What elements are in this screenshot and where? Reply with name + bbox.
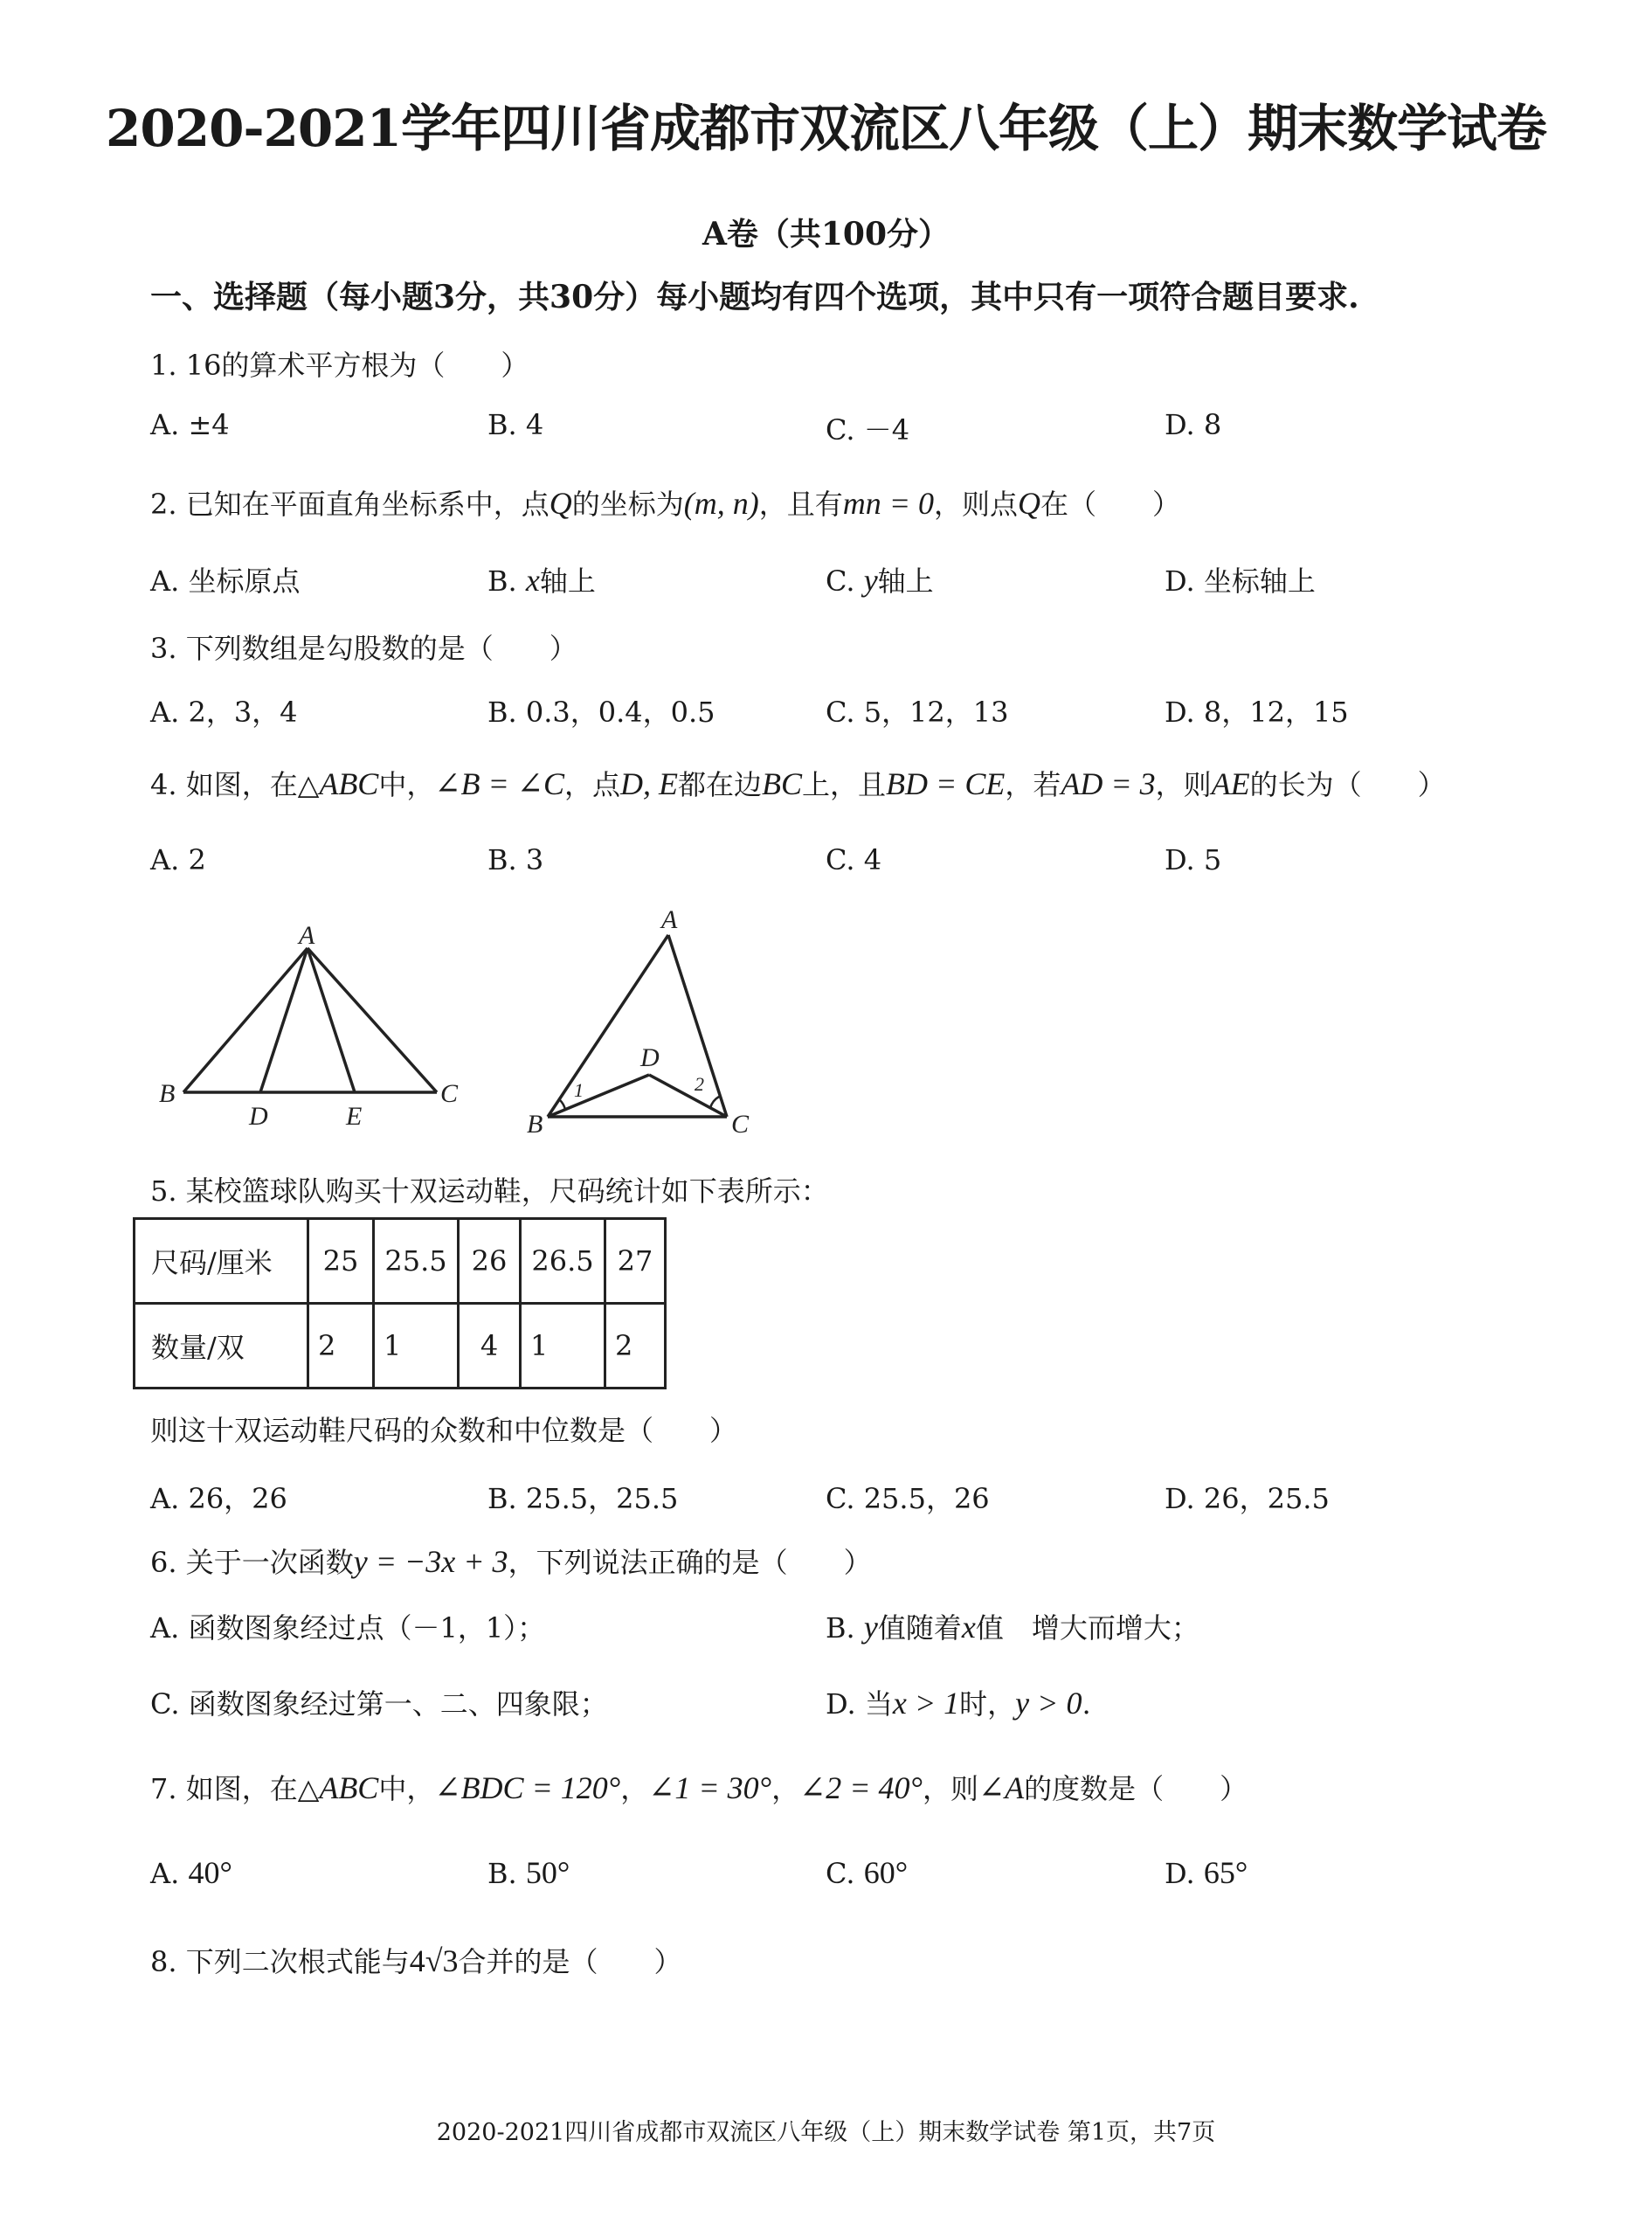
section-subtitle: A卷（共100分） xyxy=(702,216,950,253)
q4-text: ，点 xyxy=(563,768,620,801)
segment-ad xyxy=(260,948,308,1092)
angle-2-arc xyxy=(710,1097,719,1108)
q2-option-b-prefix: B. xyxy=(487,564,526,598)
page-footer: 2020-2021四川省成都市双流区八年级（上）期末数学试卷 第1页，共7页 xyxy=(436,2119,1216,2146)
q6-option-d-math: y > 0 xyxy=(1015,1686,1082,1721)
q7-text: ，则 xyxy=(922,1772,978,1805)
table-cell: 26 xyxy=(459,1219,521,1304)
q8-radical: √3 xyxy=(425,1943,459,1978)
question-3-stem: 3. 下列数组是勾股数的是（ ） xyxy=(150,632,577,665)
question-2-stem xyxy=(150,482,1180,523)
label-e: E xyxy=(346,1102,363,1131)
table-row xyxy=(135,1219,666,1304)
q2-math-condition: mn = 0 xyxy=(842,486,935,521)
q2-math-coord: (m, n) xyxy=(683,486,759,521)
table-cell: 26.5 xyxy=(521,1219,605,1304)
q4-option-c: C. 4 xyxy=(826,843,882,876)
question-4-stem xyxy=(150,763,1446,803)
label-d: D xyxy=(640,1043,660,1072)
table-header-cell: 尺码/厘米 xyxy=(135,1219,308,1304)
q2-option-b-var: x xyxy=(525,563,540,598)
q5-option-d: D. 26，25.5 xyxy=(1165,1482,1330,1515)
q6-text: 6. 关于一次函数 xyxy=(150,1546,354,1579)
q6-option-b xyxy=(826,1606,1199,1646)
q6-option-d-math: x > 1 xyxy=(892,1686,960,1721)
q6-option-d xyxy=(826,1682,1091,1722)
q6-option-c: C. 函数图象经过第一、二、四象限； xyxy=(150,1687,608,1721)
shoe-size-table xyxy=(133,1217,667,1389)
q4-text: 4. 如图，在△ xyxy=(150,768,320,801)
q2-text: ，则点 xyxy=(934,488,1019,521)
table-cell: 25 xyxy=(308,1219,374,1304)
q7-option-d xyxy=(1165,1854,1248,1891)
q8-coefficient: 4 xyxy=(409,1943,425,1978)
segment-ab xyxy=(548,935,668,1117)
q6-option-d-text: . xyxy=(1082,1687,1091,1721)
q2-math-point: Q xyxy=(1018,486,1041,521)
q6-option-b-prefix: B. xyxy=(826,1611,864,1645)
angle-label-2: 2 xyxy=(695,1073,704,1095)
q2-math-point: Q xyxy=(549,486,572,521)
q7-text: 中， xyxy=(378,1772,435,1805)
q4-math: AD = 3 xyxy=(1061,766,1156,801)
q7-math: ABC xyxy=(319,1770,379,1805)
question-5-stem: 5. 某校篮球队购买十双运动鞋，尺码统计如下表所示： xyxy=(150,1174,829,1208)
figure-q4-triangle xyxy=(149,922,472,1132)
table-header-cell: 数量/双 xyxy=(135,1304,308,1389)
q6-option-b-text: 值 增大而增大； xyxy=(975,1611,1199,1645)
q2-text: 在（ ） xyxy=(1040,488,1181,521)
q7-text: ， xyxy=(771,1772,800,1805)
q7-option-b-value: 50° xyxy=(525,1855,570,1890)
q3-option-c: C. 5，12，13 xyxy=(826,696,1009,729)
q4-option-a: A. 2 xyxy=(150,843,206,876)
q1-option-d: D. 8 xyxy=(1165,408,1222,441)
q6-option-a: A. 函数图象经过点（－1，1）； xyxy=(150,1611,546,1645)
q4-text: ，则 xyxy=(1155,768,1212,801)
q5-option-a: A. 26，26 xyxy=(150,1482,287,1515)
q2-option-c-text: 轴上 xyxy=(877,564,934,598)
angle-label-1: 1 xyxy=(574,1079,584,1101)
q7-option-b-label: B. xyxy=(487,1857,517,1890)
q1-option-a: A. ±4 xyxy=(150,408,230,441)
angle-1-arc xyxy=(560,1100,565,1110)
q8-text: 8. 下列二次根式能与 xyxy=(150,1945,410,1978)
table-cell: 1 xyxy=(374,1304,459,1389)
q4-math: BC xyxy=(762,766,803,801)
q2-option-b-text: 轴上 xyxy=(539,564,596,598)
q4-text: 的长为（ ） xyxy=(1249,768,1446,801)
q2-text: ，且有 xyxy=(758,488,843,521)
label-c: C xyxy=(731,1110,750,1136)
q4-math: ∠B = ∠C xyxy=(434,766,564,801)
q6-option-d-text: D. 当 xyxy=(826,1687,893,1721)
q7-option-c-label: C. xyxy=(826,1857,855,1890)
q4-text: 中， xyxy=(378,768,435,801)
q3-option-b: B. 0.3，0.4，0.5 xyxy=(487,696,715,729)
table-row xyxy=(135,1304,666,1389)
q4-text: ，若 xyxy=(1005,768,1061,801)
label-d: D xyxy=(249,1102,268,1131)
q4-math: ABC xyxy=(319,766,379,801)
q2-option-c-var: y xyxy=(863,563,878,598)
q7-text: 的度数是（ ） xyxy=(1024,1772,1248,1805)
q4-option-b: B. 3 xyxy=(487,843,544,876)
q1-option-c: C. －4 xyxy=(826,413,910,447)
q5-option-b: B. 25.5，25.5 xyxy=(487,1482,679,1515)
question-5-prompt: 则这十双运动鞋尺码的众数和中位数是（ ） xyxy=(150,1414,738,1447)
q2-option-c-prefix: C. xyxy=(826,564,864,598)
label-b: B xyxy=(159,1079,176,1108)
q2-text: 2. 已知在平面直角坐标系中，点 xyxy=(150,488,550,521)
q2-text: 的坐标为 xyxy=(571,488,684,521)
segment-ac xyxy=(308,948,437,1092)
q6-option-d-text: 时， xyxy=(959,1687,1016,1721)
q5-option-c: C. 25.5，26 xyxy=(826,1482,990,1515)
table-cell: 2 xyxy=(605,1304,666,1389)
q3-option-a: A. 2，3，4 xyxy=(150,696,298,729)
q3-option-d: D. 8，12，15 xyxy=(1165,696,1349,729)
q6-math-function: y = −3x + 3 xyxy=(353,1544,508,1579)
table-cell: 27 xyxy=(605,1219,666,1304)
q1-option-b: B. 4 xyxy=(487,408,544,441)
q4-math: BD = CE xyxy=(886,766,1006,801)
question-8-stem xyxy=(150,1940,682,1980)
q7-math: ∠A xyxy=(978,1770,1025,1805)
q6-option-b-text: 值随着 xyxy=(877,1611,962,1645)
question-6-stem xyxy=(150,1541,872,1581)
q7-option-a-value: 40° xyxy=(188,1855,232,1890)
table-cell: 4 xyxy=(459,1304,521,1389)
q4-option-d: D. 5 xyxy=(1165,843,1222,876)
label-c: C xyxy=(440,1079,459,1108)
q2-option-c xyxy=(826,559,934,599)
segment-ab xyxy=(183,948,308,1092)
q7-option-a-label: A. xyxy=(150,1857,180,1890)
q7-math: ∠2 = 40° xyxy=(799,1770,923,1805)
q2-option-d: D. 坐标轴上 xyxy=(1165,564,1316,598)
table-cell: 1 xyxy=(521,1304,605,1389)
table-cell: 2 xyxy=(308,1304,374,1389)
q7-option-a xyxy=(150,1854,232,1891)
page-title: 2020-2021学年四川省成都市双流区八年级（上）期末数学试卷 xyxy=(106,99,1546,158)
q7-text: ， xyxy=(620,1772,649,1805)
question-1-stem: 1. 16的算术平方根为（ ） xyxy=(150,349,529,382)
q7-option-c xyxy=(826,1854,908,1891)
q6-text: ，下列说法正确的是（ ） xyxy=(508,1546,872,1579)
label-a: A xyxy=(299,922,315,950)
section-heading: 一、选择题（每小题3分，共30分）每小题均有四个选项，其中只有一项符合题目要求. xyxy=(150,279,1359,315)
q4-text: 都在边 xyxy=(677,768,762,801)
q7-option-b xyxy=(487,1854,570,1891)
table-cell: 25.5 xyxy=(374,1219,459,1304)
question-7-stem xyxy=(150,1767,1248,1807)
q6-option-b-var: x xyxy=(961,1610,976,1645)
label-a: A xyxy=(661,905,678,934)
q7-option-d-value: 65° xyxy=(1203,1855,1248,1890)
q7-option-d-label: D. xyxy=(1165,1857,1195,1890)
q4-text: 上，且 xyxy=(802,768,887,801)
label-b: B xyxy=(527,1110,543,1136)
q4-math: D, E xyxy=(619,766,678,801)
q2-option-a: A. 坐标原点 xyxy=(150,564,301,598)
q4-math: AE xyxy=(1211,766,1250,801)
q7-option-c-value: 60° xyxy=(863,1855,909,1890)
q8-text: 合并的是（ ） xyxy=(458,1945,682,1978)
figure-q7-triangle xyxy=(511,900,782,1136)
q6-option-b-var: y xyxy=(863,1610,878,1645)
q2-option-b xyxy=(487,559,596,599)
segment-ae xyxy=(308,948,355,1092)
q7-math: ∠1 = 30° xyxy=(648,1770,772,1805)
q7-math: ∠BDC = 120° xyxy=(434,1770,621,1805)
q7-text: 7. 如图，在△ xyxy=(150,1772,320,1805)
